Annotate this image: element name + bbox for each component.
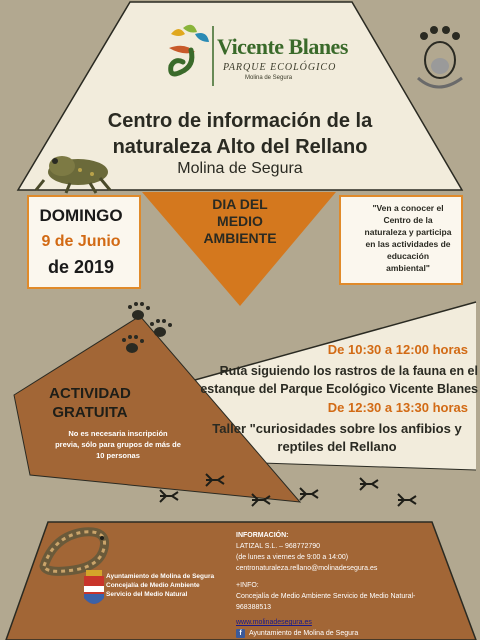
- date-year: de 2019: [47, 257, 115, 277]
- invite-line-1: "Ven a conocer el: [372, 203, 444, 213]
- title-line-1: Centro de información de la: [107, 110, 373, 132]
- logo-title: Vicente Blanes: [217, 34, 348, 59]
- town-line-1: Ayuntamiento de Molina de Segura: [106, 573, 215, 580]
- date-day-month: 9 de Junio: [41, 233, 121, 250]
- invite-line-2: Centro de la: [383, 215, 433, 225]
- free-line-1: ACTIVIDAD: [49, 385, 131, 402]
- activity-1-line-2: estanque del Parque Ecológico Vicente Blanes: [200, 382, 478, 396]
- info-more-heading: +INFO:: [236, 582, 259, 589]
- facebook-icon: f: [236, 629, 245, 638]
- event-line-1: DIA DEL: [212, 196, 268, 212]
- activity-1-line-1: Ruta siguiendo los rastros de la fauna en el: [219, 364, 478, 378]
- title-line-2: naturaleza Alto del Rellano: [112, 136, 368, 158]
- website-link[interactable]: www.molinadesegura.es: [236, 619, 312, 626]
- info-company: LATIZAL S.L. – 968772790: [236, 543, 321, 550]
- logo-mark-icon: [165, 20, 217, 92]
- town-hall-credit: [106, 572, 246, 599]
- free-note-line-1: No es necesaria inscripción: [68, 429, 168, 438]
- info-email[interactable]: centronaturaleza.rellano@molinadesegura.es: [236, 565, 378, 572]
- logo-location: Molina de Segura: [245, 75, 293, 81]
- invitation-text: [355, 202, 461, 274]
- invite-line-3: naturaleza y participa: [364, 227, 452, 237]
- info-hours: (de lunes a viernes de 9:00 a 14:00): [236, 554, 349, 561]
- bear-paw-icon: [418, 26, 462, 87]
- info-department: Concejalía de Medio Ambiente Servicio de Medio Natural-: [236, 593, 416, 600]
- schedule-activity-1: [180, 362, 478, 398]
- event-line-3: AMBIENTE: [203, 230, 277, 246]
- park-logo: [165, 20, 348, 92]
- logo-subtitle: PARQUE ECOLÓGICO: [223, 62, 337, 73]
- free-activity-title: [30, 384, 150, 422]
- activity-2-line-2: reptiles del Rellano: [277, 439, 397, 454]
- info-block: [236, 530, 466, 639]
- free-line-2: GRATUITA: [52, 404, 128, 421]
- schedule-activity-2: [196, 420, 478, 456]
- invite-line-6: ambiental": [386, 263, 430, 273]
- page-subtitle: Molina de Segura: [177, 160, 303, 177]
- free-activity-note: [38, 428, 198, 461]
- facebook-label: Ayuntamiento de Molina de Segura: [249, 630, 359, 637]
- schedule-time-2: De 12:30 a 13:30 horas: [327, 400, 468, 415]
- town-line-3: Servicio del Medio Natural: [106, 591, 188, 598]
- date-weekday: DOMINGO: [39, 206, 123, 225]
- invite-line-5: educación: [386, 251, 430, 261]
- event-line-2: MEDIO: [217, 213, 263, 229]
- page-title: [60, 108, 420, 160]
- event-title: [185, 196, 295, 247]
- free-note-line-3: 10 personas: [96, 451, 140, 460]
- activity-2-line-1: Taller "curiosidades sobre los anfibios y: [212, 421, 462, 436]
- info-heading: INFORMACIÓN:: [236, 532, 289, 539]
- invite-line-4: en las actividades de: [365, 239, 451, 249]
- free-note-line-2: previa, sólo para grupos de más de: [55, 440, 181, 449]
- town-line-2: Concejalía de Medio Ambiente: [106, 582, 200, 589]
- facebook-link[interactable]: [236, 628, 466, 639]
- coat-of-arms-icon: [84, 570, 104, 604]
- schedule-time-1: De 10:30 a 12:00 horas: [327, 342, 468, 357]
- info-department-phone: 968388513: [236, 604, 272, 611]
